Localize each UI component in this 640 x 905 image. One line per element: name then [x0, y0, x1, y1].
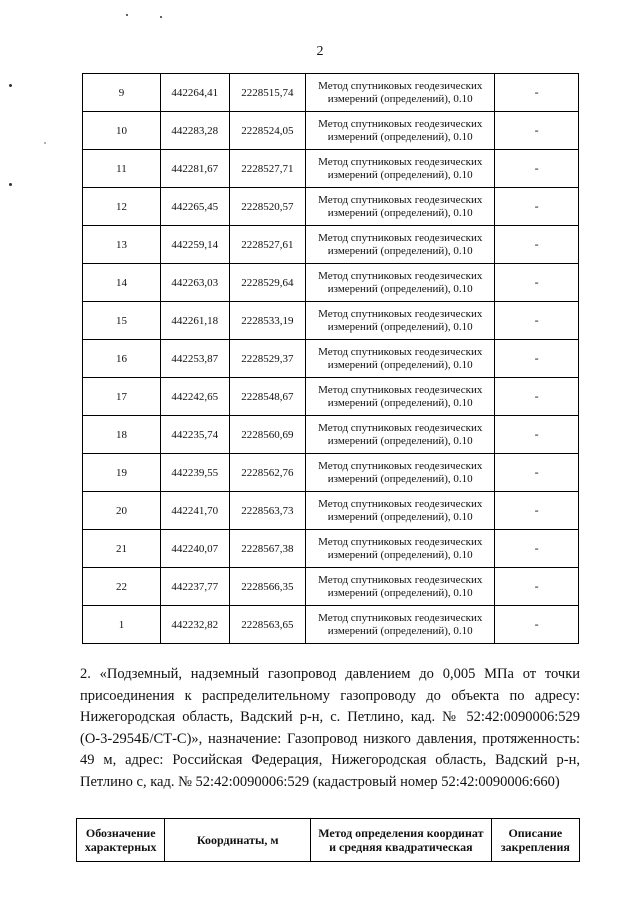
scan-speck	[9, 84, 12, 87]
point-number-cell: 17	[83, 378, 161, 416]
header-text: Обозначение	[85, 826, 156, 840]
method-line: измерений (определений), 0.10	[327, 168, 473, 181]
method-cell	[306, 150, 495, 188]
point-number-cell: 1	[83, 606, 161, 644]
x-coordinate-cell: 442242,65	[160, 378, 229, 416]
method-cell	[306, 302, 495, 340]
point-number-cell: 18	[83, 416, 161, 454]
y-coordinate-cell: 2228563,73	[229, 492, 306, 530]
method-cell	[306, 74, 495, 112]
fixation-description-cell: -	[495, 302, 579, 340]
method-line: Метод спутниковых геодезических	[318, 231, 483, 244]
fixation-description-cell: -	[495, 340, 579, 378]
header-cell-designation	[77, 819, 165, 862]
method-line: измерений (определений), 0.10	[327, 206, 473, 219]
table-row	[83, 606, 579, 644]
y-coordinate-cell: 2228563,65	[229, 606, 306, 644]
method-line: измерений (определений), 0.10	[327, 624, 473, 637]
method-line: измерений (определений), 0.10	[327, 92, 473, 105]
y-coordinate-cell: 2228527,71	[229, 150, 306, 188]
x-coordinate-cell: 442235,74	[160, 416, 229, 454]
header-cell-coordinates: Координаты, м	[165, 819, 311, 862]
x-coordinate-cell: 442240,07	[160, 530, 229, 568]
x-coordinate-cell: 442253,87	[160, 340, 229, 378]
method-line: Метод спутниковых геодезических	[318, 573, 483, 586]
method-line: измерений (определений), 0.10	[327, 434, 473, 447]
point-number-cell: 16	[83, 340, 161, 378]
method-line: измерений (определений), 0.10	[327, 510, 473, 523]
x-coordinate-cell: 442281,67	[160, 150, 229, 188]
method-cell	[306, 378, 495, 416]
fixation-description-cell: -	[495, 530, 579, 568]
fixation-description-cell: -	[495, 416, 579, 454]
next-table-header	[76, 818, 580, 862]
method-cell	[306, 226, 495, 264]
method-line: Метод спутниковых геодезических	[318, 497, 483, 510]
y-coordinate-cell: 2228529,64	[229, 264, 306, 302]
point-number-cell: 13	[83, 226, 161, 264]
table-row	[83, 378, 579, 416]
method-cell	[306, 454, 495, 492]
scan-speck	[44, 142, 46, 144]
y-coordinate-cell: 2228520,57	[229, 188, 306, 226]
page-number: 2	[316, 44, 324, 59]
table-header-row	[77, 819, 580, 862]
header-text: характерных	[84, 840, 157, 854]
method-line: Метод спутниковых геодезических	[318, 79, 483, 92]
method-line: Метод спутниковых геодезических	[318, 155, 483, 168]
header-text: Метод определения координат	[318, 826, 484, 840]
point-number-cell: 9	[83, 74, 161, 112]
fixation-description-cell: -	[495, 454, 579, 492]
method-cell	[306, 112, 495, 150]
x-coordinate-cell: 442264,41	[160, 74, 229, 112]
fixation-description-cell: -	[495, 492, 579, 530]
x-coordinate-cell: 442237,77	[160, 568, 229, 606]
method-cell	[306, 492, 495, 530]
y-coordinate-cell: 2228560,69	[229, 416, 306, 454]
point-number-cell: 12	[83, 188, 161, 226]
table-row	[83, 340, 579, 378]
point-number-cell: 22	[83, 568, 161, 606]
fixation-description-cell: -	[495, 188, 579, 226]
fixation-description-cell: -	[495, 226, 579, 264]
x-coordinate-cell: 442263,03	[160, 264, 229, 302]
method-cell	[306, 530, 495, 568]
table-row	[83, 568, 579, 606]
scan-speck	[160, 16, 162, 18]
header-cell-method	[311, 819, 492, 862]
method-line: Метод спутниковых геодезических	[318, 269, 483, 282]
point-number-cell: 19	[83, 454, 161, 492]
method-cell	[306, 416, 495, 454]
table-row	[83, 226, 579, 264]
table-row	[83, 454, 579, 492]
point-number-cell: 21	[83, 530, 161, 568]
method-line: Метод спутниковых геодезических	[318, 535, 483, 548]
header-text: Описание	[508, 826, 563, 840]
y-coordinate-cell: 2228567,38	[229, 530, 306, 568]
x-coordinate-cell: 442239,55	[160, 454, 229, 492]
fixation-description-cell: -	[495, 568, 579, 606]
y-coordinate-cell: 2228562,76	[229, 454, 306, 492]
table-row	[83, 74, 579, 112]
point-number-cell: 15	[83, 302, 161, 340]
fixation-description-cell: -	[495, 112, 579, 150]
point-number-cell: 14	[83, 264, 161, 302]
y-coordinate-cell: 2228515,74	[229, 74, 306, 112]
y-coordinate-cell: 2228527,61	[229, 226, 306, 264]
method-line: Метод спутниковых геодезических	[318, 193, 483, 206]
method-line: Метод спутниковых геодезических	[318, 117, 483, 130]
scan-speck	[9, 183, 12, 186]
x-coordinate-cell: 442232,82	[160, 606, 229, 644]
method-line: измерений (определений), 0.10	[327, 130, 473, 143]
header-cell-description	[491, 819, 579, 862]
method-line: Метод спутниковых геодезических	[318, 345, 483, 358]
header-text: закрепления	[500, 840, 570, 854]
method-line: Метод спутниковых геодезических	[318, 459, 483, 472]
x-coordinate-cell: 442261,18	[160, 302, 229, 340]
table-row	[83, 188, 579, 226]
point-number-cell: 11	[83, 150, 161, 188]
fixation-description-cell: -	[495, 264, 579, 302]
method-line: Метод спутниковых геодезических	[318, 611, 483, 624]
fixation-description-cell: -	[495, 74, 579, 112]
table-row	[83, 264, 579, 302]
y-coordinate-cell: 2228524,05	[229, 112, 306, 150]
table-row	[83, 416, 579, 454]
method-cell	[306, 264, 495, 302]
method-line: измерений (определений), 0.10	[327, 320, 473, 333]
method-cell	[306, 568, 495, 606]
method-line: измерений (определений), 0.10	[327, 282, 473, 295]
method-line: измерений (определений), 0.10	[327, 244, 473, 257]
x-coordinate-cell: 442241,70	[160, 492, 229, 530]
table-row	[83, 302, 579, 340]
y-coordinate-cell: 2228548,67	[229, 378, 306, 416]
y-coordinate-cell: 2228533,19	[229, 302, 306, 340]
method-cell	[306, 340, 495, 378]
method-line: Метод спутниковых геодезических	[318, 307, 483, 320]
method-line: измерений (определений), 0.10	[327, 396, 473, 409]
fixation-description-cell: -	[495, 150, 579, 188]
point-number-cell: 20	[83, 492, 161, 530]
table-row	[83, 530, 579, 568]
table-row	[83, 492, 579, 530]
header-text: и средняя квадратическая	[329, 840, 473, 854]
coordinates-table	[82, 73, 579, 644]
x-coordinate-cell: 442259,14	[160, 226, 229, 264]
object-description-paragraph: 2. «Подземный, надземный газопровод давлением до 0,005 МПа от точки присоединения к распределительному газопроводу до объекта по адресу: Нижегородская область, Вадский р-н, с. Петлино, кад. № 52:42:0090006:529 (О-3-2954Б/СТ-С)», назначение: Газопровод низкого давления, протяженность: 49 м, адрес: Российская Федерация, Нижегородская область, Вадский р-н, Петлино с, кад. № 52:42:0090006:529 (кадастровый номер 52:42:0090006:660)	[80, 666, 580, 790]
method-line: Метод спутниковых геодезических	[318, 421, 483, 434]
scan-speck	[126, 14, 128, 16]
table-row	[83, 150, 579, 188]
point-number-cell: 10	[83, 112, 161, 150]
method-line: Метод спутниковых геодезических	[318, 383, 483, 396]
x-coordinate-cell: 442265,45	[160, 188, 229, 226]
x-coordinate-cell: 442283,28	[160, 112, 229, 150]
method-line: измерений (определений), 0.10	[327, 548, 473, 561]
y-coordinate-cell: 2228529,37	[229, 340, 306, 378]
fixation-description-cell: -	[495, 378, 579, 416]
fixation-description-cell: -	[495, 606, 579, 644]
method-cell	[306, 188, 495, 226]
table-row	[83, 112, 579, 150]
method-line: измерений (определений), 0.10	[327, 586, 473, 599]
method-cell	[306, 606, 495, 644]
method-line: измерений (определений), 0.10	[327, 472, 473, 485]
y-coordinate-cell: 2228566,35	[229, 568, 306, 606]
method-line: измерений (определений), 0.10	[327, 358, 473, 371]
